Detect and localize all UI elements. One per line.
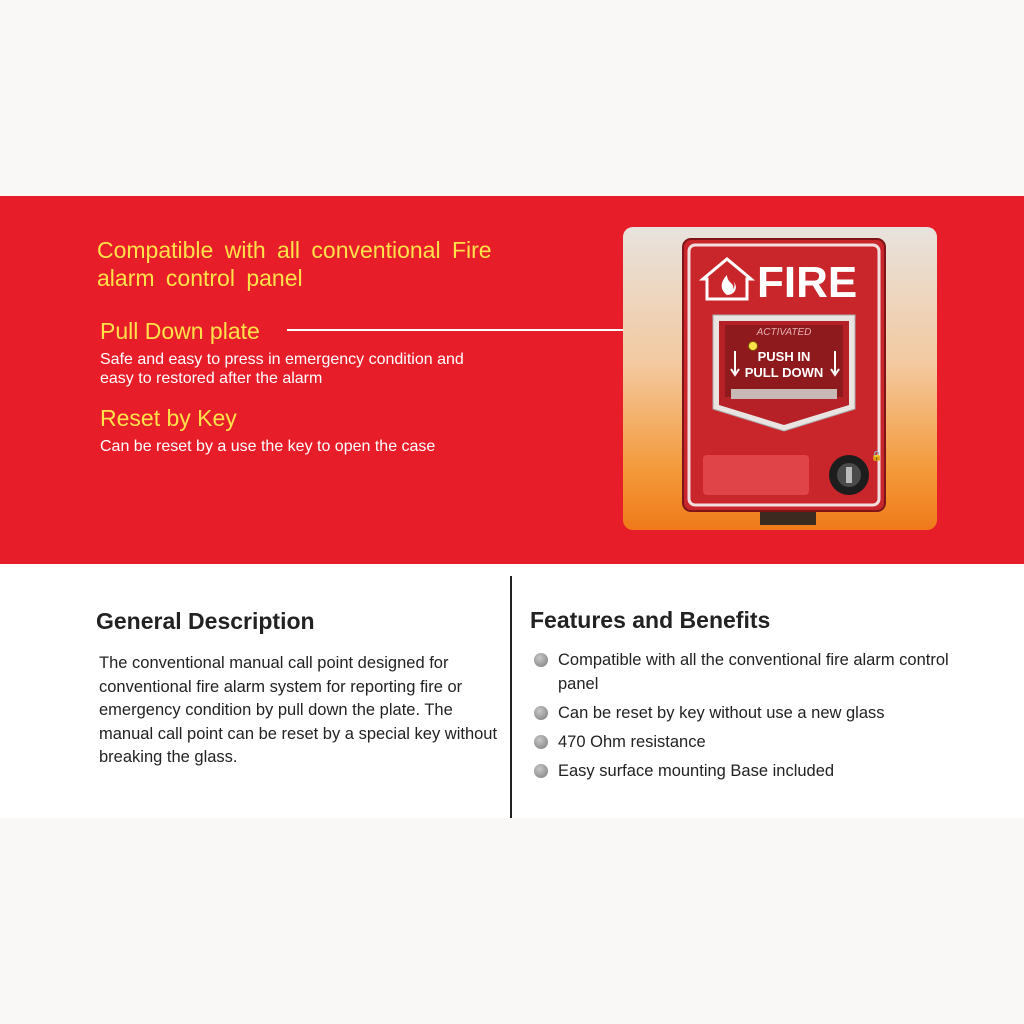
list-item: 470 Ohm resistance <box>534 730 954 754</box>
reset-by-key-desc: Can be reset by a use the key to open the case <box>100 438 436 455</box>
list-item: Can be reset by key without use a new glass <box>534 701 954 725</box>
pull-down-label: PULL DOWN <box>744 365 824 380</box>
bullet-icon <box>534 764 548 778</box>
details-section <box>0 564 1024 818</box>
manual-call-point-illustration <box>623 227 937 530</box>
column-divider <box>510 576 512 818</box>
pull-down-plate-desc: Safe and easy to press in emergency condition and easy to restored after the alarm <box>100 351 464 387</box>
banner-headline: Compatible with all conventional Fire alarm control panel <box>97 237 492 291</box>
list-item: Compatible with all the conventional fire alarm control panel <box>534 648 954 696</box>
product-photo <box>623 227 937 530</box>
svg-text:🔓: 🔓 <box>871 451 883 461</box>
callout-dot <box>748 341 758 351</box>
pull-down-plate-title: Pull Down plate <box>100 318 260 344</box>
general-description-text: The conventional manual call point designed for conventional fire alarm system for reporting fire or emergency condition by pull down the plate. The manual call point can be reset by a special key without breaking the glass. <box>99 654 498 766</box>
activated-label: ACTIVATED <box>756 327 812 338</box>
features-title: Features and Benefits <box>530 607 771 633</box>
reset-by-key-title: Reset by Key <box>100 405 237 431</box>
general-description-title: General Description <box>96 608 315 634</box>
push-in-label: PUSH IN <box>757 349 811 364</box>
bullet-icon <box>534 735 548 749</box>
bullet-icon <box>534 706 548 720</box>
promo-banner <box>0 196 1024 564</box>
list-item: Easy surface mounting Base included <box>534 759 954 783</box>
features-list <box>534 648 954 788</box>
fire-label: FIRE <box>757 258 858 307</box>
bullet-icon <box>534 653 548 667</box>
